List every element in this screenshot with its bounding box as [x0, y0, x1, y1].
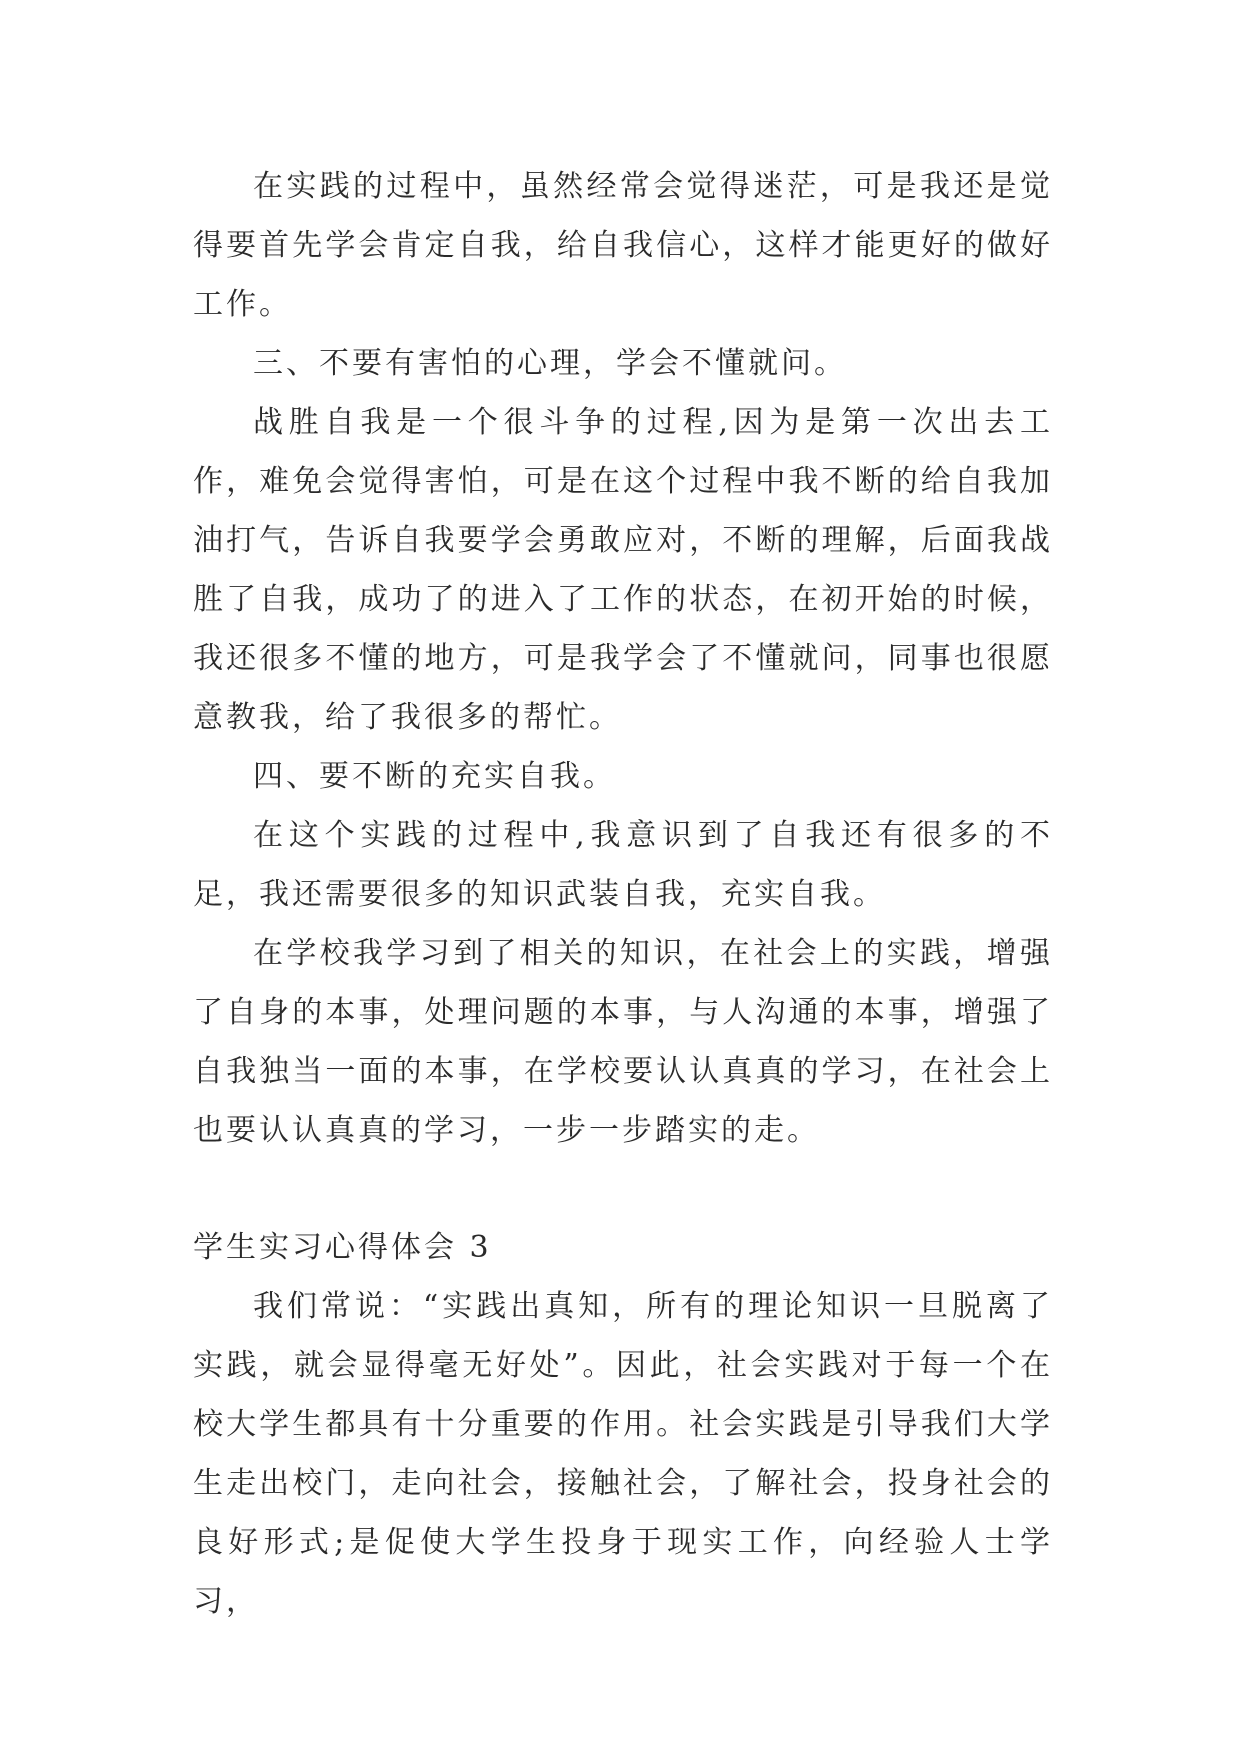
paragraph: 在这个实践的过程中,我意识到了自我还有很多的不足，我还需要很多的知识武装自我，充实自我。 — [193, 818, 1053, 912]
paragraph: 战胜自我是一个很斗争的过程,因为是第一次出去工作，难免会觉得害怕，可是在这个过程中我不断的给自我加油打气，告诉自我要学会勇敢应对，不断的理解，后面我战胜了自我，成功了的进入了工作的状态，在初开始的时候，我还很多不懂的地方，可是我学会了不懂就问，同事也很愿意教我，给了我很多的帮忙。 — [193, 405, 1053, 735]
section-title: 学生实习心得体会 3 — [193, 1230, 492, 1265]
paragraph: 我们常说：“实践出真知，所有的理论知识一旦脱离了实践，就会显得毫无好处”。因此，社会实践对于每一个在校大学生都具有十分重要的作用。社会实践是引导我们大学生走出校门，走向社会，接触社会，了解社会，投身社会的良好形式;是促使大学生投身于现实工作，向经验人士学习， — [193, 1289, 1053, 1619]
section-heading-three: 三、不要有害怕的心理，学会不懂就问。 — [253, 346, 847, 381]
paragraph: 在实践的过程中，虽然经常会觉得迷茫，可是我还是觉得要首先学会肯定自我，给自我信心，这样才能更好的做好工作。 — [193, 169, 1053, 322]
paragraph: 在学校我学习到了相关的知识，在社会上的实践，增强了自身的本事，处理问题的本事，与人沟通的本事，增强了自我独当一面的本事，在学校要认认真真的学习，在社会上也要认认真真的学习，一步一步踏实的走。 — [193, 936, 1053, 1148]
document-body — [193, 157, 1053, 1631]
section-heading-four: 四、要不断的充实自我。 — [253, 759, 616, 794]
